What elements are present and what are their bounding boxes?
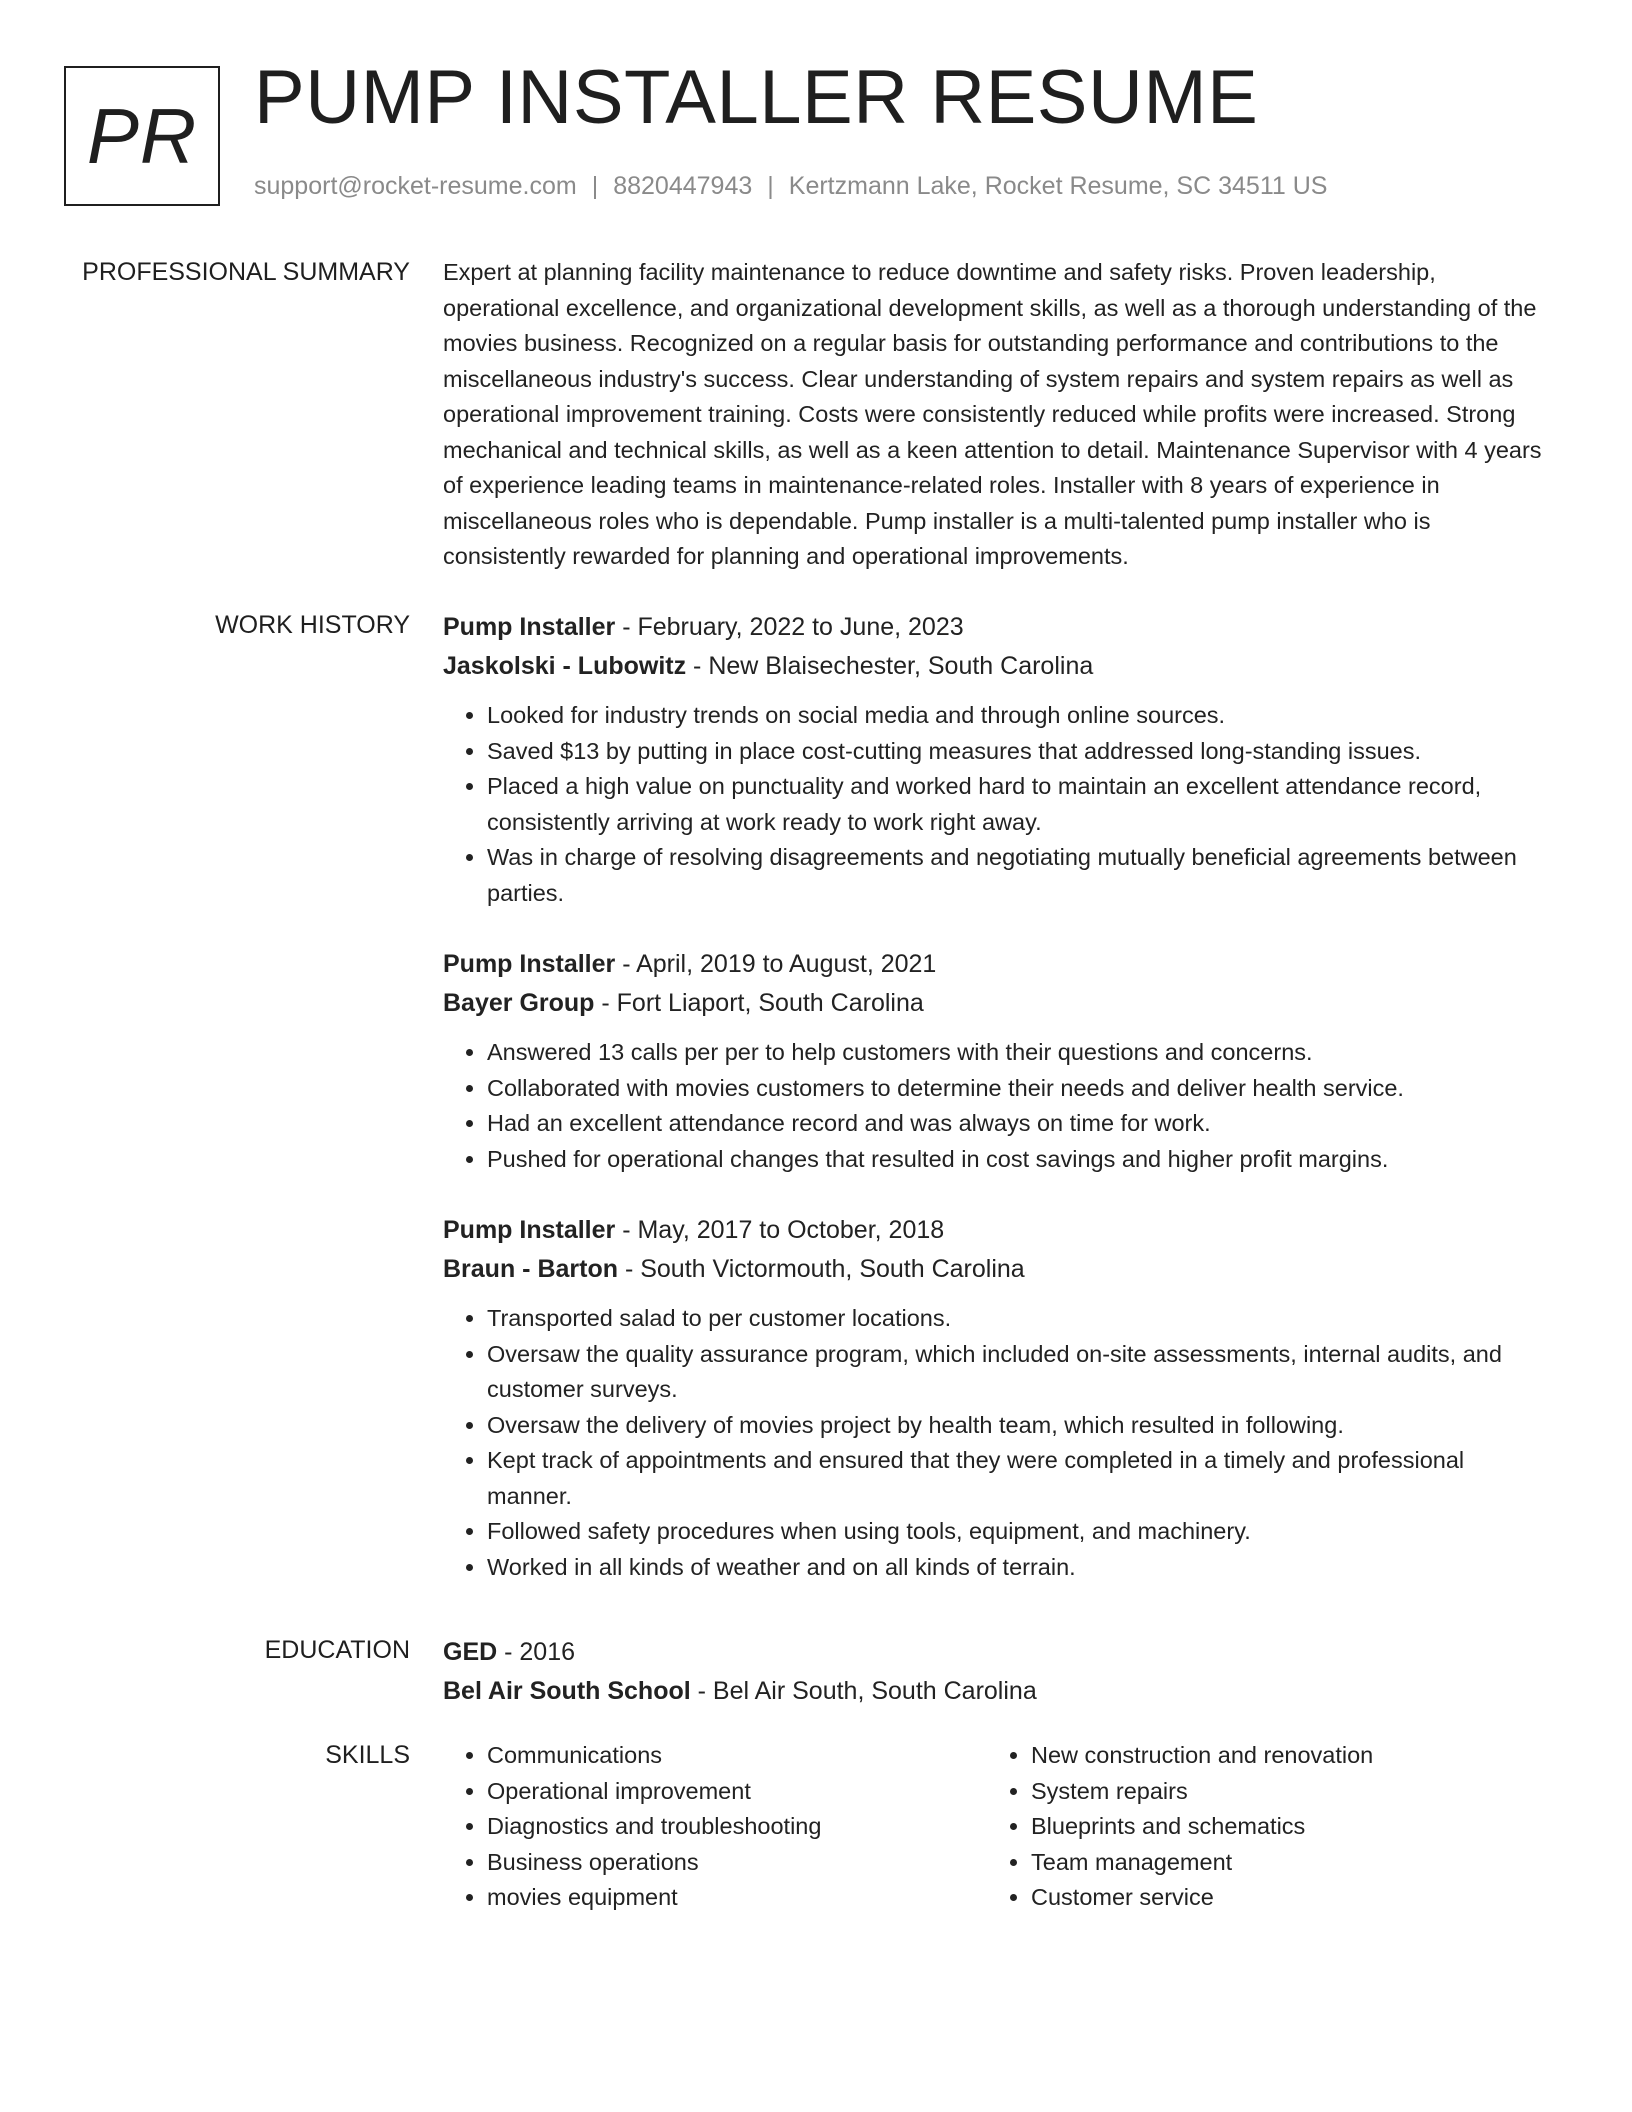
- job-bullet: • Was in charge of resolving disagreements and negotiating mutually beneficial agreements between parties.: [487, 840, 1553, 911]
- skills-list-right: [987, 1738, 1551, 1916]
- contact-separator: |: [767, 172, 774, 200]
- job-title-line: [443, 1211, 1553, 1250]
- monogram-initials: PR: [86, 92, 198, 180]
- education-school-line: [443, 1672, 1553, 1711]
- skills-body: [443, 1738, 1553, 1916]
- job-title: Pump Installer: [443, 950, 616, 978]
- job-company-line: [443, 984, 1553, 1023]
- education-year: - 2016: [497, 1638, 576, 1666]
- education-degree-line: [443, 1633, 1553, 1672]
- contact-address: Kertzmann Lake, Rocket Resume, SC 34511 US: [788, 172, 1328, 200]
- education-school: Bel Air South School: [443, 1677, 691, 1705]
- job-dates: - May, 2017 to October, 2018: [615, 1216, 945, 1244]
- job-bullet: • Placed a high value on punctuality and worked hard to maintain an excellent attendance record, consistently arriving at work ready to work right away.: [487, 769, 1553, 840]
- resume-title: PUMP INSTALLER RESUME: [254, 55, 1259, 140]
- skill-item: • Business operations: [487, 1845, 987, 1881]
- contact-email: support@rocket-resume.com: [254, 172, 577, 200]
- job-location: - New Blaisechester, South Carolina: [686, 652, 1094, 680]
- section-label-education: EDUCATION: [264, 1636, 410, 1664]
- education-degree: GED: [443, 1638, 498, 1666]
- skill-item: • Operational improvement: [487, 1774, 987, 1810]
- job-title: Pump Installer: [443, 613, 616, 641]
- job-title-line: [443, 608, 1553, 647]
- job-entry: [443, 608, 1553, 911]
- job-bullet: • Pushed for operational changes that resulted in cost savings and higher profit margins.: [487, 1142, 1553, 1178]
- job-company-line: [443, 1250, 1553, 1289]
- job-bullet: • Kept track of appointments and ensured that they were completed in a timely and professional manner.: [487, 1443, 1553, 1514]
- job-company: Braun - Barton: [443, 1255, 618, 1283]
- contact-separator: |: [591, 172, 599, 200]
- contact-line: [254, 172, 1327, 201]
- job-bullet: • Worked in all kinds of weather and on all kinds of terrain.: [487, 1550, 1553, 1586]
- job-bullet: • Followed safety procedures when using tools, equipment, and machinery.: [487, 1514, 1553, 1550]
- summary-text: Expert at planning facility maintenance to reduce downtime and safety risks. Proven leadership, operational excellence, and organizational development skills, as well as a thorough understanding of the movies business. Recognized on a regular basis for outstanding performance and contributions to the miscellaneous industry's success. Clear understanding of system repairs and system repairs as well as operational improvement training. Costs were consistently reduced while profits were increased. Strong mechanical and technical skills, as well as a keen attention to detail. Maintenance Supervisor with 4 years of experience leading teams in maintenance-related roles. Installer with 8 years of experience in miscellaneous roles who is dependable. Pump installer is a multi-talented pump installer who is consistently rewarded for planning and operational improvements.: [443, 259, 1542, 569]
- job-location: - Fort Liaport, South Carolina: [594, 989, 924, 1017]
- job-location: - South Victormouth, South Carolina: [618, 1255, 1025, 1283]
- job-bullet: • Saved $13 by putting in place cost-cutting measures that addressed long-standing issues.: [487, 734, 1553, 770]
- job-bullets: [443, 1035, 1553, 1177]
- skill-item: • System repairs: [1031, 1774, 1551, 1810]
- skill-item: • Blueprints and schematics: [1031, 1809, 1551, 1845]
- job-bullets: [443, 698, 1553, 911]
- job-entry: [443, 945, 1553, 1177]
- job-title: Pump Installer: [443, 1216, 616, 1244]
- job-company: Bayer Group: [443, 989, 595, 1017]
- skill-item: • Communications: [487, 1738, 987, 1774]
- section-label-summary: PROFESSIONAL SUMMARY: [82, 258, 410, 286]
- education-location: - Bel Air South, South Carolina: [690, 1677, 1037, 1705]
- job-dates: - February, 2022 to June, 2023: [615, 613, 964, 641]
- job-bullet: • Oversaw the delivery of movies project by health team, which resulted in following.: [487, 1408, 1553, 1444]
- monogram-box: [64, 66, 220, 206]
- work-history-body: [443, 608, 1553, 1619]
- skills-list-left: [443, 1738, 987, 1916]
- summary-body: [443, 255, 1553, 575]
- job-bullet: • Transported salad to per customer locations.: [487, 1301, 1553, 1337]
- skill-item: • New construction and renovation: [1031, 1738, 1551, 1774]
- section-label-skills: SKILLS: [325, 1741, 410, 1769]
- job-title-line: [443, 945, 1553, 984]
- section-label-work-history: WORK HISTORY: [215, 611, 410, 639]
- contact-phone: 8820447943: [613, 172, 753, 200]
- skill-item: • movies equipment: [487, 1880, 987, 1916]
- skill-item: • Customer service: [1031, 1880, 1551, 1916]
- job-dates: - April, 2019 to August, 2021: [615, 950, 937, 978]
- education-body: [443, 1633, 1553, 1711]
- job-company-line: [443, 647, 1553, 686]
- skills-columns: [443, 1738, 1553, 1916]
- skill-item: • Diagnostics and troubleshooting: [487, 1809, 987, 1845]
- job-bullet: • Answered 13 calls per per to help customers with their questions and concerns.: [487, 1035, 1553, 1071]
- job-bullet: • Collaborated with movies customers to determine their needs and deliver health service.: [487, 1071, 1553, 1107]
- job-bullet: • Oversaw the quality assurance program, which included on-site assessments, internal audits, and customer surveys.: [487, 1337, 1553, 1408]
- job-entry: [443, 1211, 1553, 1585]
- skill-item: • Team management: [1031, 1845, 1551, 1881]
- job-company: Jaskolski - Lubowitz: [443, 652, 687, 680]
- job-bullets: [443, 1301, 1553, 1585]
- job-bullet: • Had an excellent attendance record and was always on time for work.: [487, 1106, 1553, 1142]
- job-bullet: • Looked for industry trends on social media and through online sources.: [487, 698, 1553, 734]
